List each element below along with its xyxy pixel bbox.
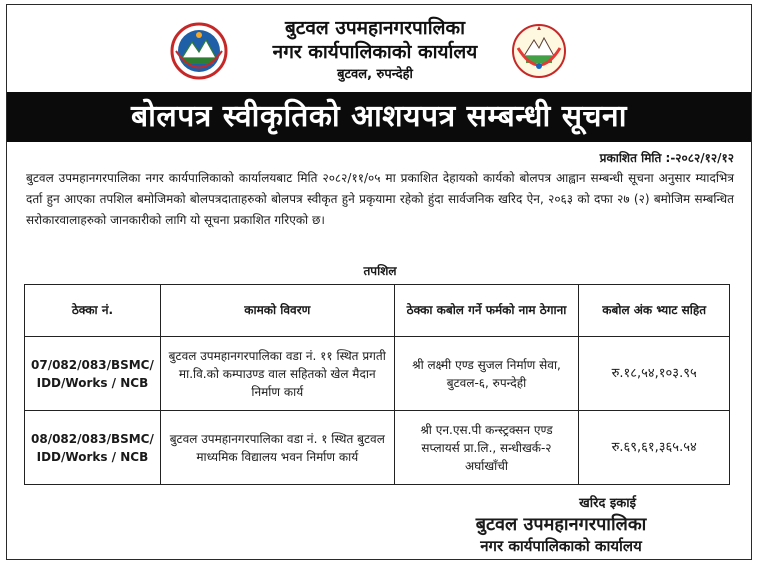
table-row	[25, 337, 730, 411]
procurement-unit-label: खरिद इकाई	[579, 496, 636, 511]
table-row	[25, 411, 730, 485]
butwal-municipality-emblem-icon	[170, 22, 228, 80]
signature-org-name: बुटवल उपमहानगरपालिका	[475, 514, 647, 535]
notice-body: बुटवल उपमहानगरपालिका नगर कार्यपालिकाको कार्यालयबाट मिति २०८२/११/०५ मा प्रकाशित देहायको कार्यको बोलपत्र आह्वान सम्बन्धी सूचना अनुसार म्यादभित्र दर्ता हुन आएका तपशिल बमोजिमको बोलपत्रदाताहरुको बोलपत्र स्वीकृत हुने प्रकृयामा रहेको हुंदा सार्वजनिक खरिद ऐन, २०६३ को दफा २७ (२) बमोजिम सम्बन्धित सरोकारवालाहरुको जानकारीको लागि यो सूचना प्रकाशित गरिएको छ।	[26, 171, 734, 227]
header-location: बुटवल, रुपन्देही	[337, 67, 413, 82]
firm-cell: श्री एन.एस.पी कन्स्ट्रक्सन एण्ड सप्लायर्स प्रा.लि., सन्धीखर्क-२ अर्घाखाँची	[394, 411, 579, 485]
table-header-row	[25, 285, 730, 337]
description-cell: बुटवल उपमहानगरपालिका वडा नं. १ स्थित बुटवल माध्यमिक विद्यालय भवन निर्माण कार्य	[160, 411, 394, 485]
col-header-amount: कबोल अंक भ्याट सहित	[579, 285, 730, 337]
contract-no-cell: 07/082/083/BSMC/ IDD/Works / NCB	[25, 337, 161, 411]
signature-block	[416, 494, 706, 556]
notice-title-banner: बोलपत्र स्वीकृतिको आशयपत्र सम्बन्धी सूचना	[7, 92, 751, 142]
col-header-firm: ठेक्का कबोल गर्ने फर्मको नाम ठेगाना	[394, 285, 579, 337]
amount-cell: रु.१८,५४,१०३.९५	[579, 337, 730, 411]
header-office-name: नगर कार्यपालिकाको कार्यालय	[272, 41, 478, 63]
signature-office-name: नगर कार्यपालिकाको कार्यालय	[480, 537, 642, 555]
header-org-name: बुटवल उपमहानगरपालिका	[284, 17, 466, 39]
letterhead	[0, 8, 760, 92]
col-header-description: कामको विवरण	[160, 285, 394, 337]
published-date: प्रकाशित मिति :-२०८२/१२/१२	[599, 151, 734, 165]
amount-cell: रु.६९,६१,३६५.५४	[579, 411, 730, 485]
description-cell: बुटवल उपमहानगरपालिका वडा नं. ११ स्थित प्रगती मा.वि.को कम्पाउण्ड वाल सहितको खेल मैदान निर्माण कार्य	[160, 337, 394, 411]
contracts-table	[24, 284, 730, 485]
details-heading: तपशिल	[363, 264, 397, 278]
nepal-government-emblem-icon	[510, 22, 568, 80]
firm-cell: श्री लक्ष्मी एण्ड सुजल निर्माण सेवा, बुटवल-६, रुपन्देही	[394, 337, 579, 411]
col-header-contract-no: ठेक्का नं.	[25, 285, 161, 337]
contract-no-cell: 08/082/083/BSMC/ IDD/Works / NCB	[25, 411, 161, 485]
